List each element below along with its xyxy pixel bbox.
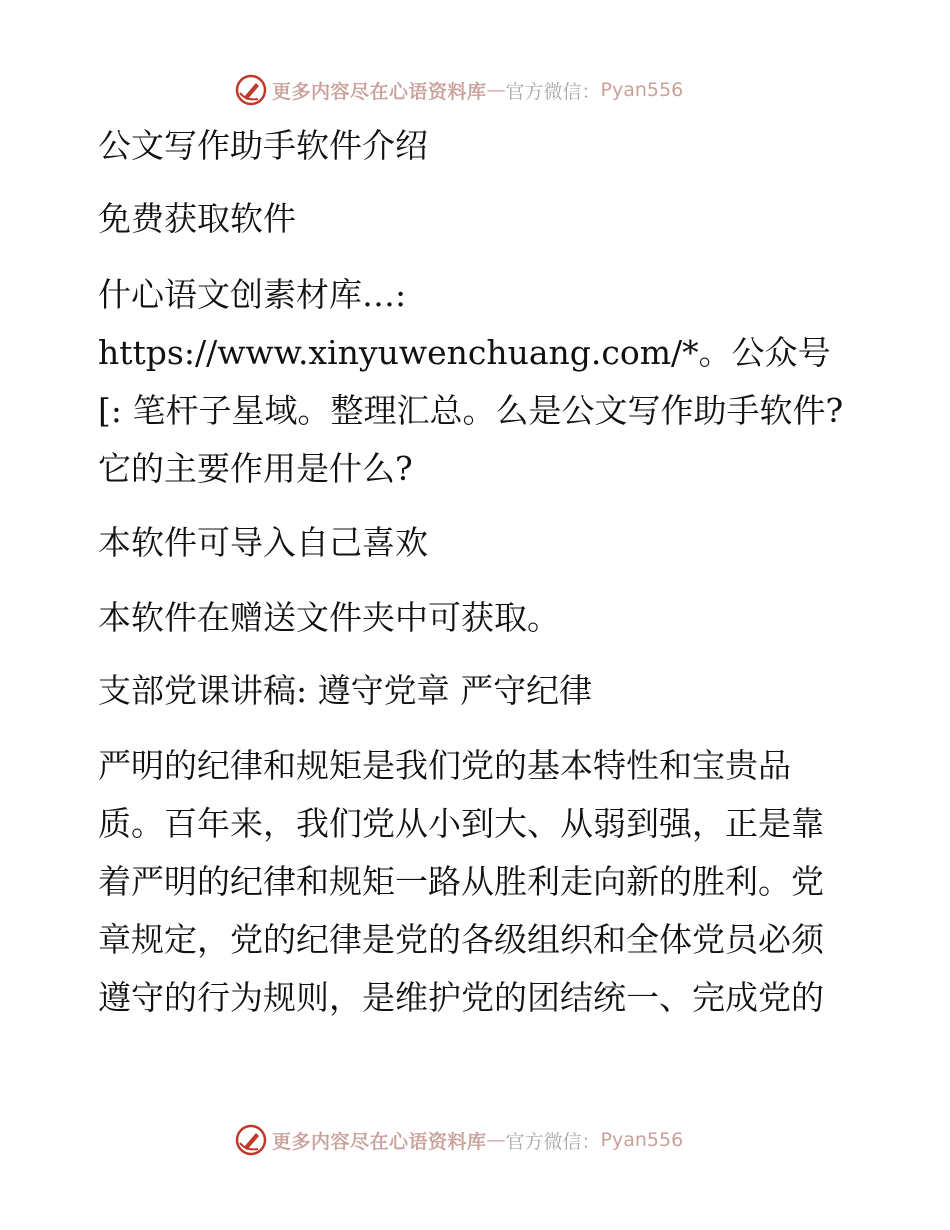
pen-logo-icon xyxy=(234,1123,268,1157)
heading-free-download: 免费获取软件 xyxy=(98,199,296,238)
header-watermark xyxy=(234,72,683,108)
watermark-label: 官方微信： xyxy=(505,1130,601,1153)
watermark-label: 官方微信： xyxy=(505,80,601,103)
paragraph-source-info: 什心语文创素材库…: https://www.xinyuwenchuang.com/*。公众号[: 笔杆子星域。整理汇总。么是公文写作助手软件? 它的主要作用是什么? xyxy=(98,275,844,488)
paragraph-gift-folder: 本软件在赠送文件夹中可获取。 xyxy=(98,598,560,637)
watermark-wechat-id: Pyan556 xyxy=(600,79,684,101)
watermark-brand: 更多内容尽在心语资料库 xyxy=(272,80,487,103)
pen-logo-icon xyxy=(234,73,268,107)
watermark-wechat-id: Pyan556 xyxy=(600,1129,684,1151)
footer-watermark xyxy=(234,1122,683,1158)
paragraph-import: 本软件可导入自己喜欢 xyxy=(98,523,428,562)
watermark-dash: — xyxy=(486,1129,506,1151)
paragraph-body: 严明的纪律和规矩是我们党的基本特性和宝贵品质。百年来，我们党从小到大、从弱到强，正是靠着严明的纪律和规矩一路从胜利走向新的胜利。党章规定，党的纪律是党的各级组织和全体党员必须遵守的行为规则，是维护党的团结统一、完成党的 xyxy=(98,746,824,1017)
watermark-dash: — xyxy=(486,79,506,101)
watermark-brand: 更多内容尽在心语资料库 xyxy=(272,1130,487,1153)
heading-software-intro: 公文写作助手软件介绍 xyxy=(98,126,428,165)
heading-party-lecture: 支部党课讲稿: 遵守党章 严守纪律 xyxy=(98,671,593,710)
